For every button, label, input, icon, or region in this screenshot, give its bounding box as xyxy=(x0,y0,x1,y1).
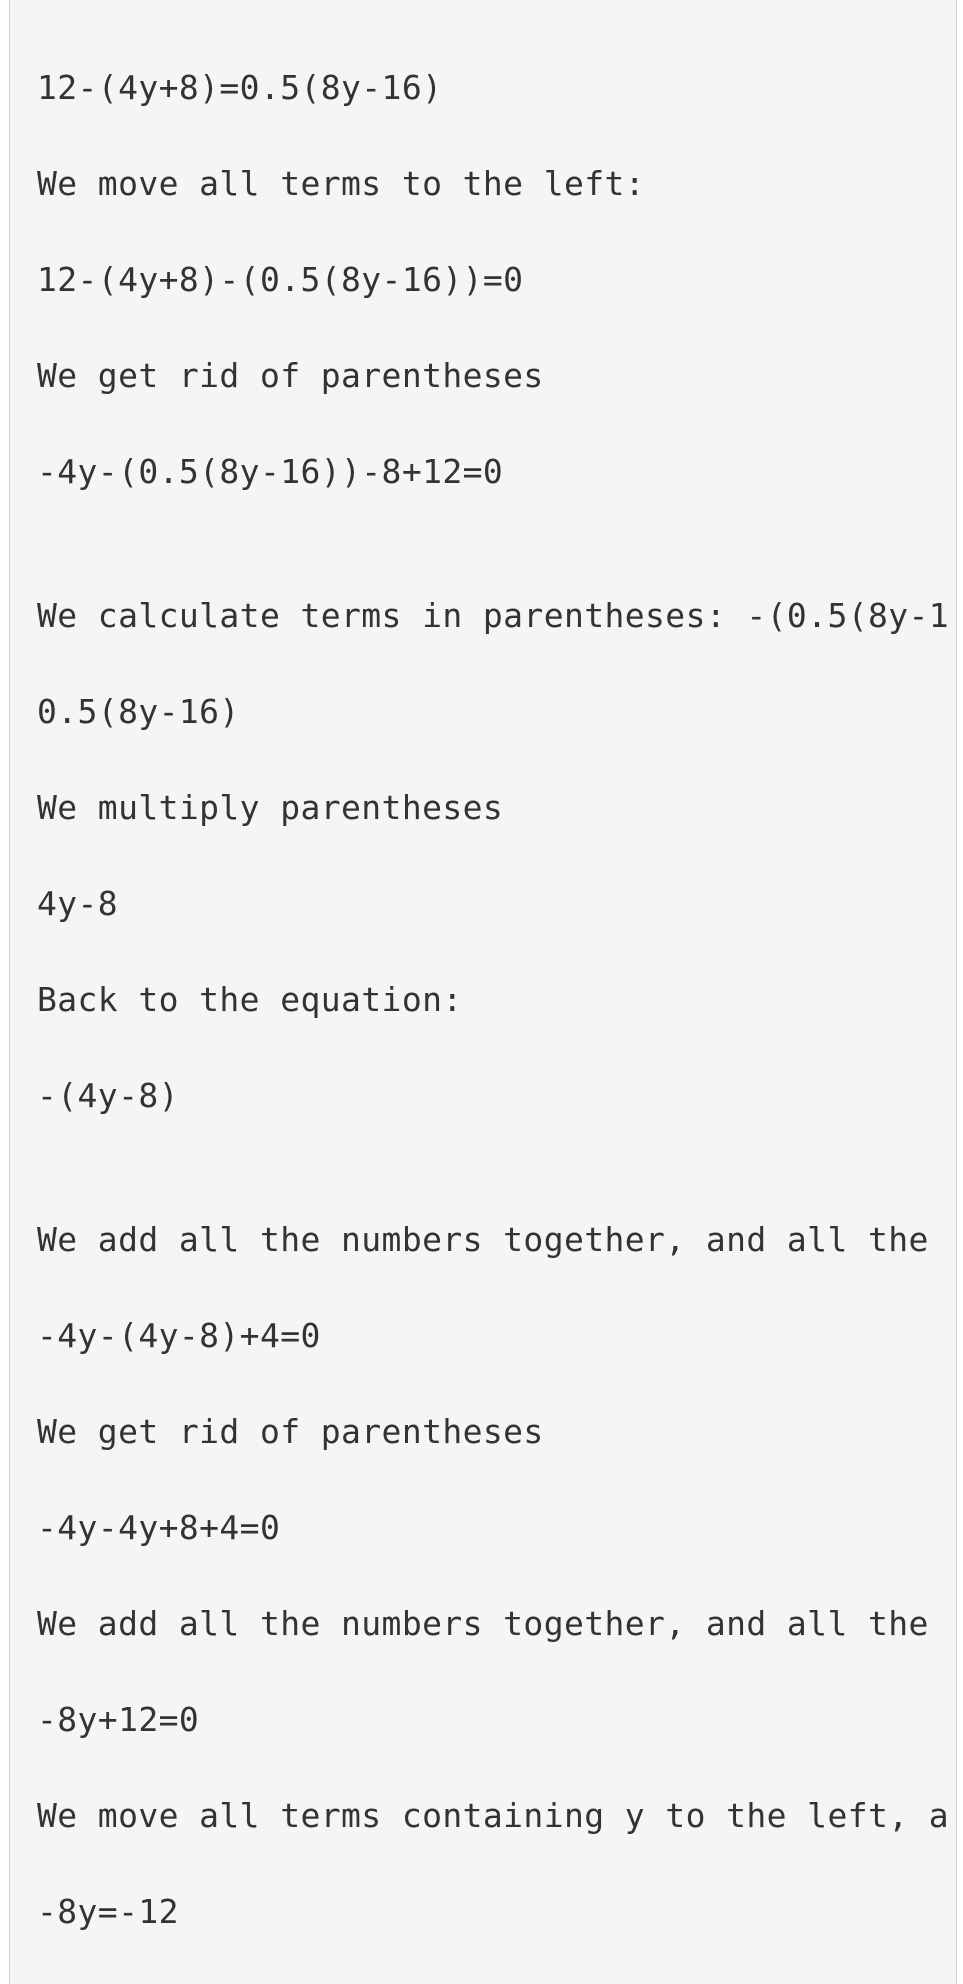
equation-line: 12-(4y+8)-(0.5(8y-16))=0 xyxy=(37,260,524,299)
step-text: We move all terms containing y to the left, a xyxy=(37,1796,950,1835)
step-text: We get rid of parentheses xyxy=(37,1412,544,1451)
equation-line: 12-(4y+8)=0.5(8y-16) xyxy=(37,68,443,107)
step-text: Back to the equation: xyxy=(37,980,463,1019)
step-text: We calculate terms in parentheses: -(0.5(8y-1 xyxy=(37,596,950,635)
solution-box xyxy=(9,0,957,1984)
equation-line: -4y-(0.5(8y-16))-8+12=0 xyxy=(37,452,504,491)
step-text: We add all the numbers together, and all the xyxy=(37,1604,929,1643)
equation-line: 4y-8 xyxy=(37,884,119,923)
equation-line: -(4y-8) xyxy=(37,1076,179,1115)
step-text: We multiply parentheses xyxy=(37,788,504,827)
equation-line: -8y+12=0 xyxy=(37,1700,200,1739)
equation-line: -8y=-12 xyxy=(37,1892,179,1931)
equation-line: -4y-(4y-8)+4=0 xyxy=(37,1316,321,1355)
step-text: We get rid of parentheses xyxy=(37,356,544,395)
equation-line: 0.5(8y-16) xyxy=(37,692,240,731)
equation-line: -4y-4y+8+4=0 xyxy=(37,1508,281,1547)
step-text: We add all the numbers together, and all the xyxy=(37,1220,929,1259)
step-text: We move all terms to the left: xyxy=(37,164,646,203)
